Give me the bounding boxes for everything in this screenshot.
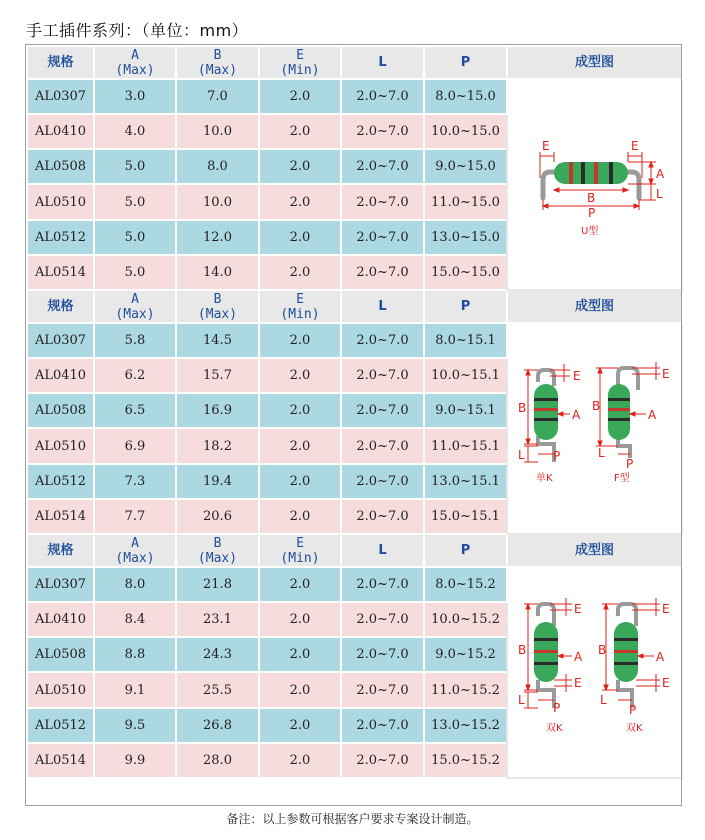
cell-e: 2.0 bbox=[259, 637, 341, 672]
header-p bbox=[424, 534, 507, 567]
dim-label-p: P bbox=[552, 701, 560, 715]
dim-label-b: B bbox=[586, 191, 595, 205]
dim-label-l: L bbox=[599, 693, 607, 707]
cell-p: 8.0~15.1 bbox=[424, 323, 507, 358]
header-figure-label: 成型图 bbox=[574, 299, 614, 314]
cell-e: 2.0 bbox=[259, 323, 341, 358]
dim-label-e: E bbox=[573, 676, 582, 690]
cell-a: 5.0 bbox=[94, 255, 176, 290]
cell-a: 5.0 bbox=[94, 220, 176, 255]
cell-p: 8.0~15.2 bbox=[424, 567, 507, 602]
cell-spec: AL0508 bbox=[27, 637, 94, 672]
table-row bbox=[27, 79, 682, 114]
cell-e: 2.0 bbox=[259, 743, 341, 778]
cell-spec: AL0512 bbox=[27, 220, 94, 255]
header-spec bbox=[27, 290, 94, 323]
u-type-diagram bbox=[510, 80, 680, 285]
cell-b: 14.0 bbox=[176, 255, 259, 290]
cell-l: 2.0~7.0 bbox=[341, 708, 424, 743]
header-l bbox=[341, 46, 424, 79]
cell-a: 4.0 bbox=[94, 114, 176, 149]
dim-label-b: B bbox=[517, 643, 526, 657]
cell-e: 2.0 bbox=[259, 358, 341, 393]
cell-p: 9.0~15.1 bbox=[424, 393, 507, 428]
header-a bbox=[94, 534, 176, 567]
header-b-unit: (Max) bbox=[197, 62, 238, 78]
cell-l: 2.0~7.0 bbox=[341, 393, 424, 428]
header-b-unit: (Max) bbox=[197, 550, 238, 566]
header-p bbox=[424, 46, 507, 79]
dim-label-e: E bbox=[573, 602, 582, 616]
cell-b: 21.8 bbox=[176, 567, 259, 602]
cell-p: 8.0~15.0 bbox=[424, 79, 507, 114]
header-b bbox=[176, 290, 259, 323]
header-spec bbox=[27, 46, 94, 79]
cell-p: 15.0~15.1 bbox=[424, 499, 507, 534]
cell-b: 23.1 bbox=[176, 602, 259, 637]
cell-b: 10.0 bbox=[176, 184, 259, 219]
cell-spec: AL0510 bbox=[27, 184, 94, 219]
cell-p: 11.0~15.0 bbox=[424, 184, 507, 219]
cell-l: 2.0~7.0 bbox=[341, 114, 424, 149]
cell-p: 10.0~15.1 bbox=[424, 358, 507, 393]
cell-p: 13.0~15.2 bbox=[424, 708, 507, 743]
dim-label-b: B bbox=[597, 643, 606, 657]
cell-spec: AL0508 bbox=[27, 149, 94, 184]
header-l-label: L bbox=[378, 543, 387, 558]
dim-label-e: E bbox=[572, 369, 581, 383]
cell-p: 11.0~15.1 bbox=[424, 428, 507, 463]
dim-label-e: E bbox=[661, 676, 670, 690]
header-p-label: P bbox=[460, 543, 471, 558]
header-a-label: A bbox=[131, 291, 139, 307]
cell-a: 5.8 bbox=[94, 323, 176, 358]
cell-a: 9.1 bbox=[94, 672, 176, 707]
header-e bbox=[259, 290, 341, 323]
cell-a: 5.0 bbox=[94, 184, 176, 219]
cell-spec: AL0307 bbox=[27, 79, 94, 114]
dim-label-a: A bbox=[571, 408, 580, 422]
forming-diagram-cell bbox=[507, 567, 682, 778]
header-l bbox=[341, 290, 424, 323]
table-row bbox=[27, 567, 682, 602]
dim-label-e: E bbox=[630, 139, 639, 153]
cell-p: 10.0~15.2 bbox=[424, 602, 507, 637]
dim-label-b: B bbox=[591, 399, 600, 413]
cell-a: 3.0 bbox=[94, 79, 176, 114]
cell-l: 2.0~7.0 bbox=[341, 220, 424, 255]
cell-a: 5.0 bbox=[94, 149, 176, 184]
page-title: 手工插件系列：（单位：mm） bbox=[26, 21, 249, 40]
cell-e: 2.0 bbox=[259, 708, 341, 743]
cell-spec: AL0410 bbox=[27, 114, 94, 149]
cell-l: 2.0~7.0 bbox=[341, 358, 424, 393]
header-b-unit: (Max) bbox=[197, 306, 238, 322]
header-figure-label: 成型图 bbox=[574, 55, 614, 70]
header-e-label: E bbox=[296, 535, 304, 551]
header-b bbox=[176, 534, 259, 567]
cell-b: 20.6 bbox=[176, 499, 259, 534]
header-p-label: P bbox=[460, 55, 471, 70]
header-figure bbox=[507, 534, 682, 567]
cell-e: 2.0 bbox=[259, 672, 341, 707]
header-e-unit: (Min) bbox=[280, 306, 320, 322]
cell-a: 8.0 bbox=[94, 567, 176, 602]
dim-label-a: A bbox=[647, 408, 656, 422]
dim-label-a: A bbox=[655, 167, 664, 181]
cell-a: 6.9 bbox=[94, 428, 176, 463]
header-p-label: P bbox=[460, 299, 471, 314]
dim-label-l: L bbox=[517, 693, 525, 707]
cell-e: 2.0 bbox=[259, 184, 341, 219]
cell-b: 15.7 bbox=[176, 358, 259, 393]
header-spec-label: 规格 bbox=[47, 543, 74, 558]
forming-diagram-cell bbox=[507, 79, 682, 290]
cell-e: 2.0 bbox=[259, 428, 341, 463]
footnote: 备注：以上参数可根据客户要求专案设计制造。 bbox=[226, 812, 479, 826]
cell-b: 10.0 bbox=[176, 114, 259, 149]
cell-p: 11.0~15.2 bbox=[424, 672, 507, 707]
cell-b: 14.5 bbox=[176, 323, 259, 358]
header-figure bbox=[507, 46, 682, 79]
dim-label-p: P bbox=[587, 206, 595, 220]
cell-l: 2.0~7.0 bbox=[341, 672, 424, 707]
table-header-row bbox=[27, 290, 682, 323]
cell-spec: AL0410 bbox=[27, 358, 94, 393]
cell-a: 6.5 bbox=[94, 393, 176, 428]
header-a bbox=[94, 290, 176, 323]
cell-e: 2.0 bbox=[259, 255, 341, 290]
header-figure-label: 成型图 bbox=[574, 543, 614, 558]
cell-b: 16.9 bbox=[176, 393, 259, 428]
cell-spec: AL0512 bbox=[27, 464, 94, 499]
table-row bbox=[27, 323, 682, 358]
cell-p: 9.0~15.2 bbox=[424, 637, 507, 672]
cell-l: 2.0~7.0 bbox=[341, 79, 424, 114]
cell-b: 19.4 bbox=[176, 464, 259, 499]
cell-b: 18.2 bbox=[176, 428, 259, 463]
cell-a: 7.7 bbox=[94, 499, 176, 534]
header-e-unit: (Min) bbox=[280, 62, 320, 78]
cell-p: 15.0~15.0 bbox=[424, 255, 507, 290]
cell-e: 2.0 bbox=[259, 464, 341, 499]
cell-l: 2.0~7.0 bbox=[341, 255, 424, 290]
header-e bbox=[259, 534, 341, 567]
header-b-label: B bbox=[213, 291, 222, 307]
header-a-unit: (Max) bbox=[115, 550, 155, 566]
header-b-label: B bbox=[213, 47, 222, 63]
cell-l: 2.0~7.0 bbox=[341, 323, 424, 358]
cell-l: 2.0~7.0 bbox=[341, 637, 424, 672]
cell-p: 9.0~15.0 bbox=[424, 149, 507, 184]
cell-e: 2.0 bbox=[259, 567, 341, 602]
cell-a: 9.5 bbox=[94, 708, 176, 743]
cell-spec: AL0508 bbox=[27, 393, 94, 428]
cell-e: 2.0 bbox=[259, 499, 341, 534]
cell-e: 2.0 bbox=[259, 393, 341, 428]
header-a-unit: (Max) bbox=[115, 306, 155, 322]
cell-e: 2.0 bbox=[259, 114, 341, 149]
table-header-row bbox=[27, 46, 682, 79]
header-e bbox=[259, 46, 341, 79]
cell-spec: AL0307 bbox=[27, 323, 94, 358]
header-b bbox=[176, 46, 259, 79]
cell-l: 2.0~7.0 bbox=[341, 184, 424, 219]
cell-e: 2.0 bbox=[259, 602, 341, 637]
cell-b: 28.0 bbox=[176, 743, 259, 778]
dim-label-e: E bbox=[661, 602, 670, 616]
header-l-label: L bbox=[378, 299, 387, 314]
cell-spec: AL0514 bbox=[27, 255, 94, 290]
cell-b: 26.8 bbox=[176, 708, 259, 743]
cell-a: 8.4 bbox=[94, 602, 176, 637]
header-a-label: A bbox=[131, 535, 139, 551]
cell-spec: AL0307 bbox=[27, 567, 94, 602]
header-l-label: L bbox=[378, 55, 387, 70]
header-a-label: A bbox=[131, 47, 139, 63]
cell-l: 2.0~7.0 bbox=[341, 743, 424, 778]
cell-p: 13.0~15.0 bbox=[424, 220, 507, 255]
cell-spec: AL0514 bbox=[27, 499, 94, 534]
header-e-label: E bbox=[296, 291, 304, 307]
cell-l: 2.0~7.0 bbox=[341, 567, 424, 602]
k-f-type-diagram bbox=[510, 324, 680, 529]
cell-spec: AL0510 bbox=[27, 672, 94, 707]
dim-label-l: L bbox=[517, 448, 525, 462]
cell-b: 7.0 bbox=[176, 79, 259, 114]
cell-b: 8.0 bbox=[176, 149, 259, 184]
figure-caption-right: F型 bbox=[613, 473, 630, 484]
header-p bbox=[424, 290, 507, 323]
cell-e: 2.0 bbox=[259, 149, 341, 184]
cell-a: 6.2 bbox=[94, 358, 176, 393]
header-spec-label: 规格 bbox=[47, 299, 74, 314]
header-a-unit: (Max) bbox=[115, 62, 155, 78]
dim-label-p: P bbox=[625, 457, 633, 471]
cell-l: 2.0~7.0 bbox=[341, 428, 424, 463]
cell-e: 2.0 bbox=[259, 220, 341, 255]
header-b-label: B bbox=[213, 535, 222, 551]
dim-label-p: P bbox=[552, 449, 560, 463]
table-header-row bbox=[27, 534, 682, 567]
figure-caption: U型 bbox=[580, 226, 598, 237]
cell-l: 2.0~7.0 bbox=[341, 499, 424, 534]
dim-label-e: E bbox=[661, 367, 670, 381]
header-e-unit: (Min) bbox=[280, 550, 320, 566]
dim-label-p: P bbox=[628, 703, 636, 717]
figure-caption-right: 双K bbox=[625, 723, 643, 734]
cell-a: 7.3 bbox=[94, 464, 176, 499]
header-a bbox=[94, 46, 176, 79]
header-figure bbox=[507, 290, 682, 323]
cell-spec: AL0410 bbox=[27, 602, 94, 637]
header-spec-label: 规格 bbox=[47, 55, 74, 70]
dim-label-l: L bbox=[597, 446, 605, 460]
cell-a: 8.8 bbox=[94, 637, 176, 672]
cell-b: 12.0 bbox=[176, 220, 259, 255]
cell-spec: AL0512 bbox=[27, 708, 94, 743]
cell-spec: AL0514 bbox=[27, 743, 94, 778]
dim-label-l: L bbox=[655, 187, 663, 201]
dim-label-b: B bbox=[517, 401, 526, 415]
dim-label-a: A bbox=[655, 650, 664, 664]
double-k-diagram bbox=[510, 568, 680, 773]
cell-p: 10.0~15.0 bbox=[424, 114, 507, 149]
forming-diagram-cell bbox=[507, 323, 682, 534]
cell-p: 13.0~15.1 bbox=[424, 464, 507, 499]
spec-table bbox=[26, 45, 683, 779]
cell-b: 24.3 bbox=[176, 637, 259, 672]
cell-l: 2.0~7.0 bbox=[341, 149, 424, 184]
cell-l: 2.0~7.0 bbox=[341, 602, 424, 637]
dim-label-e: E bbox=[541, 139, 550, 153]
cell-e: 2.0 bbox=[259, 79, 341, 114]
cell-b: 25.5 bbox=[176, 672, 259, 707]
figure-caption-left: 单K bbox=[535, 473, 553, 484]
dim-label-a: A bbox=[573, 650, 582, 664]
figure-caption-left: 双K bbox=[545, 723, 563, 734]
cell-l: 2.0~7.0 bbox=[341, 464, 424, 499]
header-l bbox=[341, 534, 424, 567]
cell-spec: AL0510 bbox=[27, 428, 94, 463]
header-spec bbox=[27, 534, 94, 567]
header-e-label: E bbox=[296, 47, 304, 63]
cell-p: 15.0~15.2 bbox=[424, 743, 507, 778]
cell-a: 9.9 bbox=[94, 743, 176, 778]
